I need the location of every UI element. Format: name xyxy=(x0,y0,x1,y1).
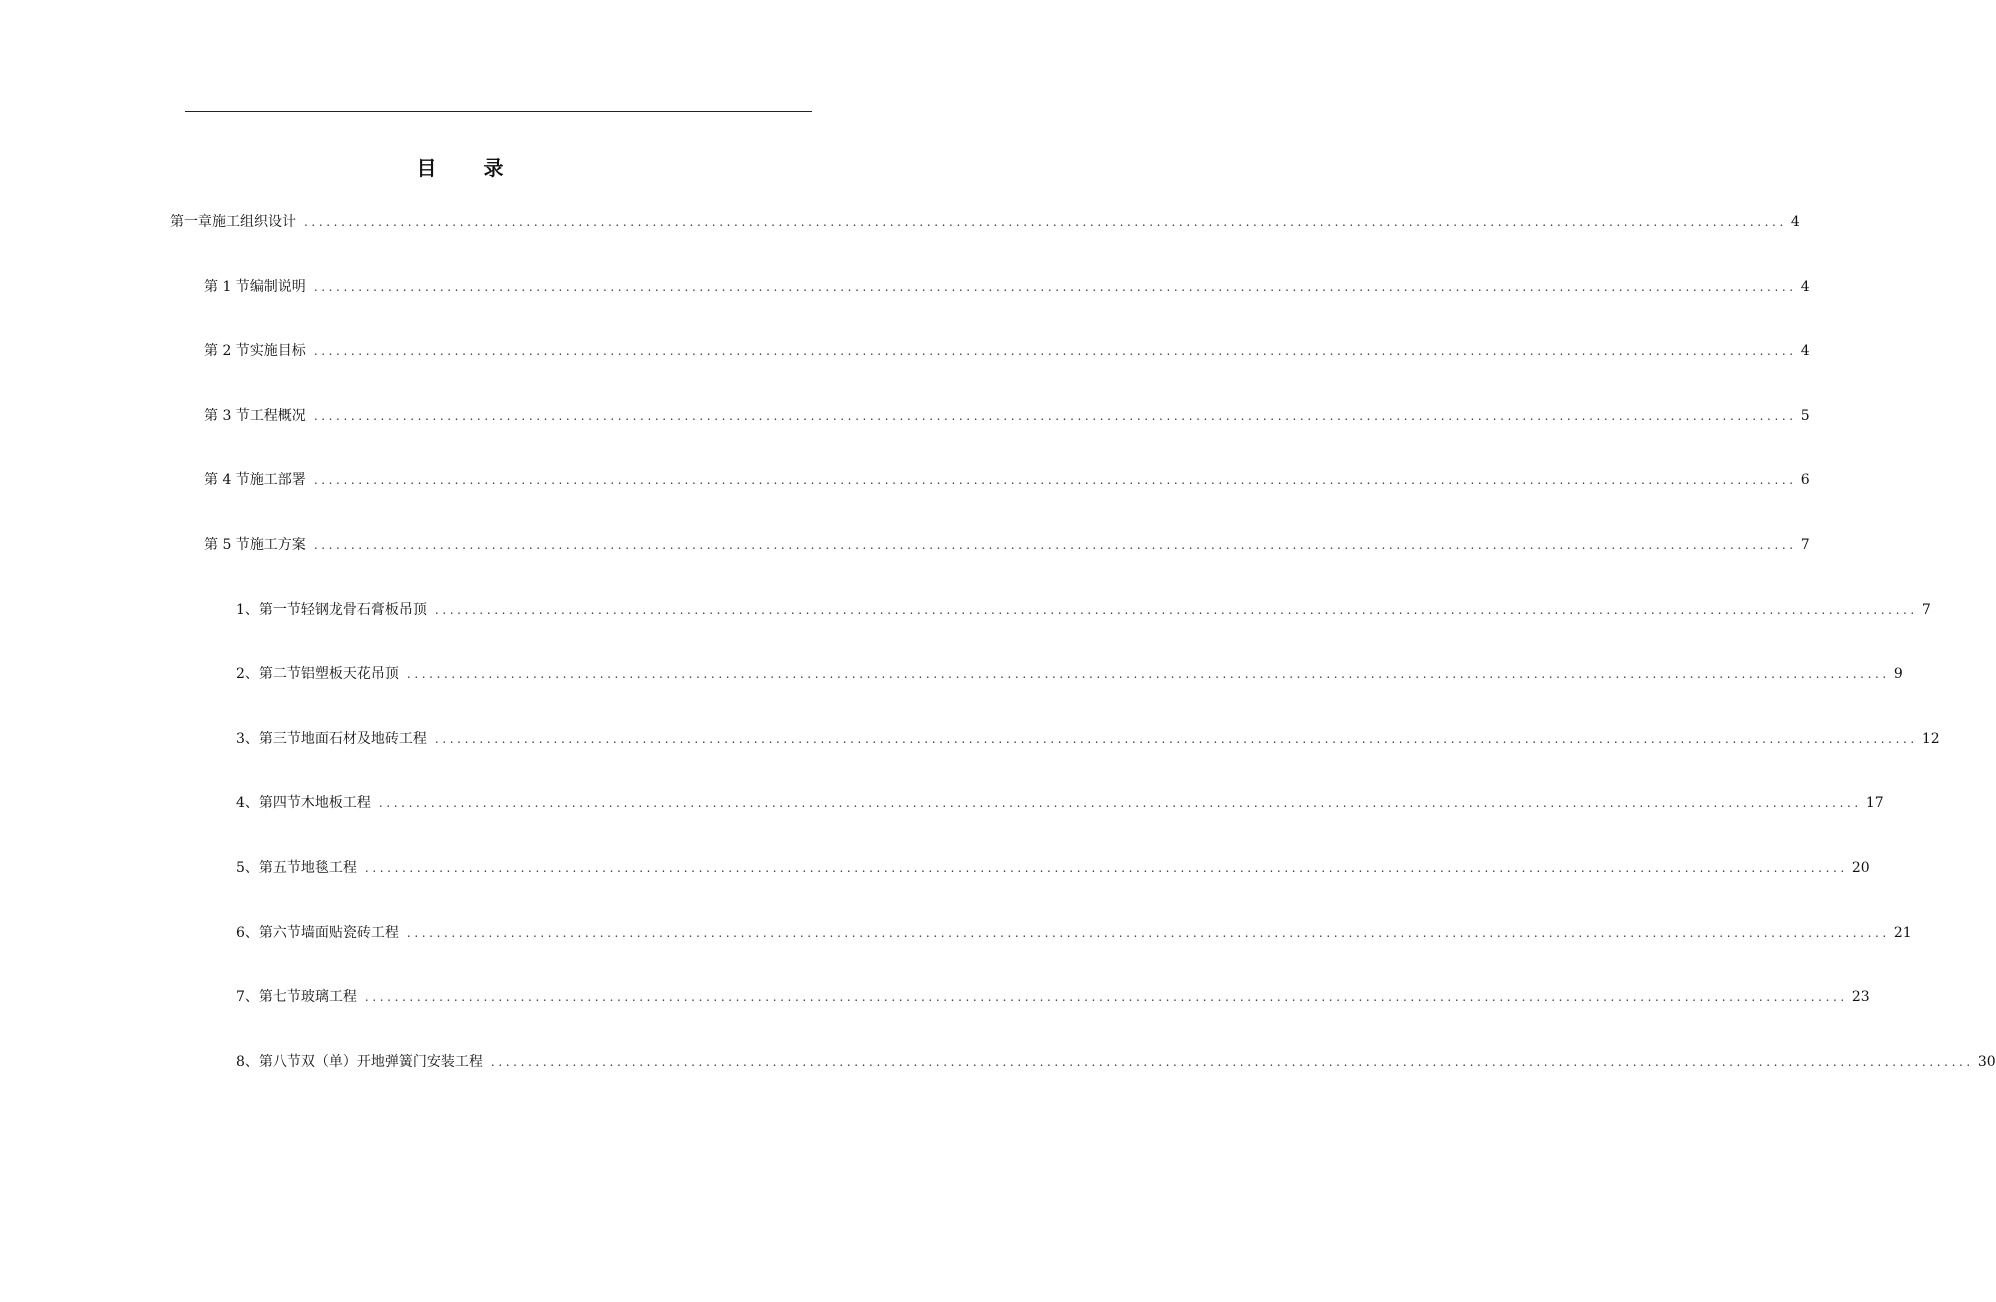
toc-entry-number: 第 5 节 xyxy=(204,537,250,553)
toc-entry-number: 第 3 节 xyxy=(204,408,250,424)
toc-entry-title: 实施目标 xyxy=(249,343,306,359)
toc-dot-leader: ........................................................................................................................................................................................................ xyxy=(313,409,1797,423)
toc-dot-leader: ........................................................................................................................................................................................................ xyxy=(313,344,1797,358)
toc-entry-title: 第七节玻璃工程 xyxy=(258,989,357,1005)
toc-dot-leader: ........................................................................................................................................................................................................ xyxy=(434,603,1918,617)
toc-entry-title: 施工组织设计 xyxy=(212,214,296,230)
toc-entry-title: 第二节铝塑板天花吊顶 xyxy=(258,666,399,682)
toc-entry-page: 4 xyxy=(1800,343,1810,359)
toc-entry-page: 4 xyxy=(1790,214,1800,230)
toc-entry[interactable] xyxy=(204,404,1810,428)
toc-dot-leader: ........................................................................................................................................................................................................ xyxy=(378,796,1862,810)
toc-dot-leader: ........................................................................................................................................................................................................ xyxy=(490,1055,1974,1069)
toc-entry[interactable] xyxy=(236,921,1912,945)
toc-entry-number: 第一章 xyxy=(170,214,212,230)
toc-entry-page: 12 xyxy=(1921,731,1940,747)
toc-entry-page: 7 xyxy=(1921,602,1931,618)
toc-dot-leader: ........................................................................................................................................................................................................ xyxy=(313,538,1797,552)
toc-dot-leader: ........................................................................................................................................................................................................ xyxy=(313,280,1797,294)
toc-entry[interactable] xyxy=(170,210,1800,234)
toc-entry-title: 第三节地面石材及地砖工程 xyxy=(258,731,427,747)
toc-entry[interactable] xyxy=(236,791,1884,815)
toc-entry-title: 第五节地毯工程 xyxy=(258,860,357,876)
toc-entry-page: 4 xyxy=(1800,279,1810,295)
toc-entry-number: 第 2 节 xyxy=(204,343,250,359)
toc-entry-title: 第一节轻钢龙骨石膏板吊顶 xyxy=(258,602,427,618)
toc-entry[interactable] xyxy=(236,598,1931,622)
toc-dot-leader: ........................................................................................................................................................................................................ xyxy=(364,990,1848,1004)
toc-entry-page: 21 xyxy=(1893,925,1912,941)
toc-entry-number: 3、 xyxy=(236,731,259,747)
toc-entry-number: 8、 xyxy=(236,1054,259,1070)
toc-entry-number: 第 4 节 xyxy=(204,472,250,488)
toc-entry-title: 施工方案 xyxy=(249,537,306,553)
toc-dot-leader: ........................................................................................................................................................................................................ xyxy=(406,926,1890,940)
toc-entry-page: 23 xyxy=(1851,989,1870,1005)
toc-entry[interactable] xyxy=(236,727,1940,751)
toc-entry-number: 4、 xyxy=(236,795,259,811)
toc-dot-leader: ........................................................................................................................................................................................................ xyxy=(406,667,1890,681)
toc-entry[interactable] xyxy=(236,985,1870,1009)
toc-entry-number: 5、 xyxy=(236,860,259,876)
toc-entry-number: 1、 xyxy=(236,602,259,618)
toc-entry[interactable] xyxy=(204,339,1810,363)
toc-entry-page: 17 xyxy=(1865,795,1884,811)
toc-entry-page: 5 xyxy=(1800,408,1810,424)
toc-entry-number: 2、 xyxy=(236,666,259,682)
toc-entry-number: 6、 xyxy=(236,925,259,941)
toc-entry-title: 施工部署 xyxy=(249,472,306,488)
toc-dot-leader: ........................................................................................................................................................................................................ xyxy=(364,861,1848,875)
toc-entry[interactable] xyxy=(236,856,1870,880)
toc-entry[interactable] xyxy=(204,468,1810,492)
toc-entry-title: 工程概况 xyxy=(249,408,306,424)
toc-entry[interactable] xyxy=(236,1050,1996,1074)
toc-entry-page: 6 xyxy=(1800,472,1810,488)
toc-entry-title: 第四节木地板工程 xyxy=(258,795,371,811)
toc-entry-title: 编制说明 xyxy=(249,279,306,295)
toc-entry[interactable] xyxy=(236,662,1903,686)
toc-entry[interactable] xyxy=(204,533,1810,557)
toc-dot-leader: ........................................................................................................................................................................................................ xyxy=(304,215,1787,229)
toc-dot-leader: ........................................................................................................................................................................................................ xyxy=(434,732,1918,746)
toc-entry-title: 第八节双（单）开地弹簧门安装工程 xyxy=(258,1054,483,1070)
toc-entry-number: 第 1 节 xyxy=(204,279,250,295)
toc-entry-number: 7、 xyxy=(236,989,259,1005)
toc-entry-title: 第六节墙面贴瓷砖工程 xyxy=(258,925,399,941)
toc-dot-leader: ........................................................................................................................................................................................................ xyxy=(313,473,1797,487)
toc-entry-page: 9 xyxy=(1893,666,1903,682)
toc-title: 目 录 xyxy=(416,156,524,180)
toc-entry-page: 30 xyxy=(1977,1054,1996,1070)
toc-entry-page: 20 xyxy=(1851,860,1870,876)
toc-entry[interactable] xyxy=(204,275,1810,299)
toc-entry-page: 7 xyxy=(1800,537,1810,553)
